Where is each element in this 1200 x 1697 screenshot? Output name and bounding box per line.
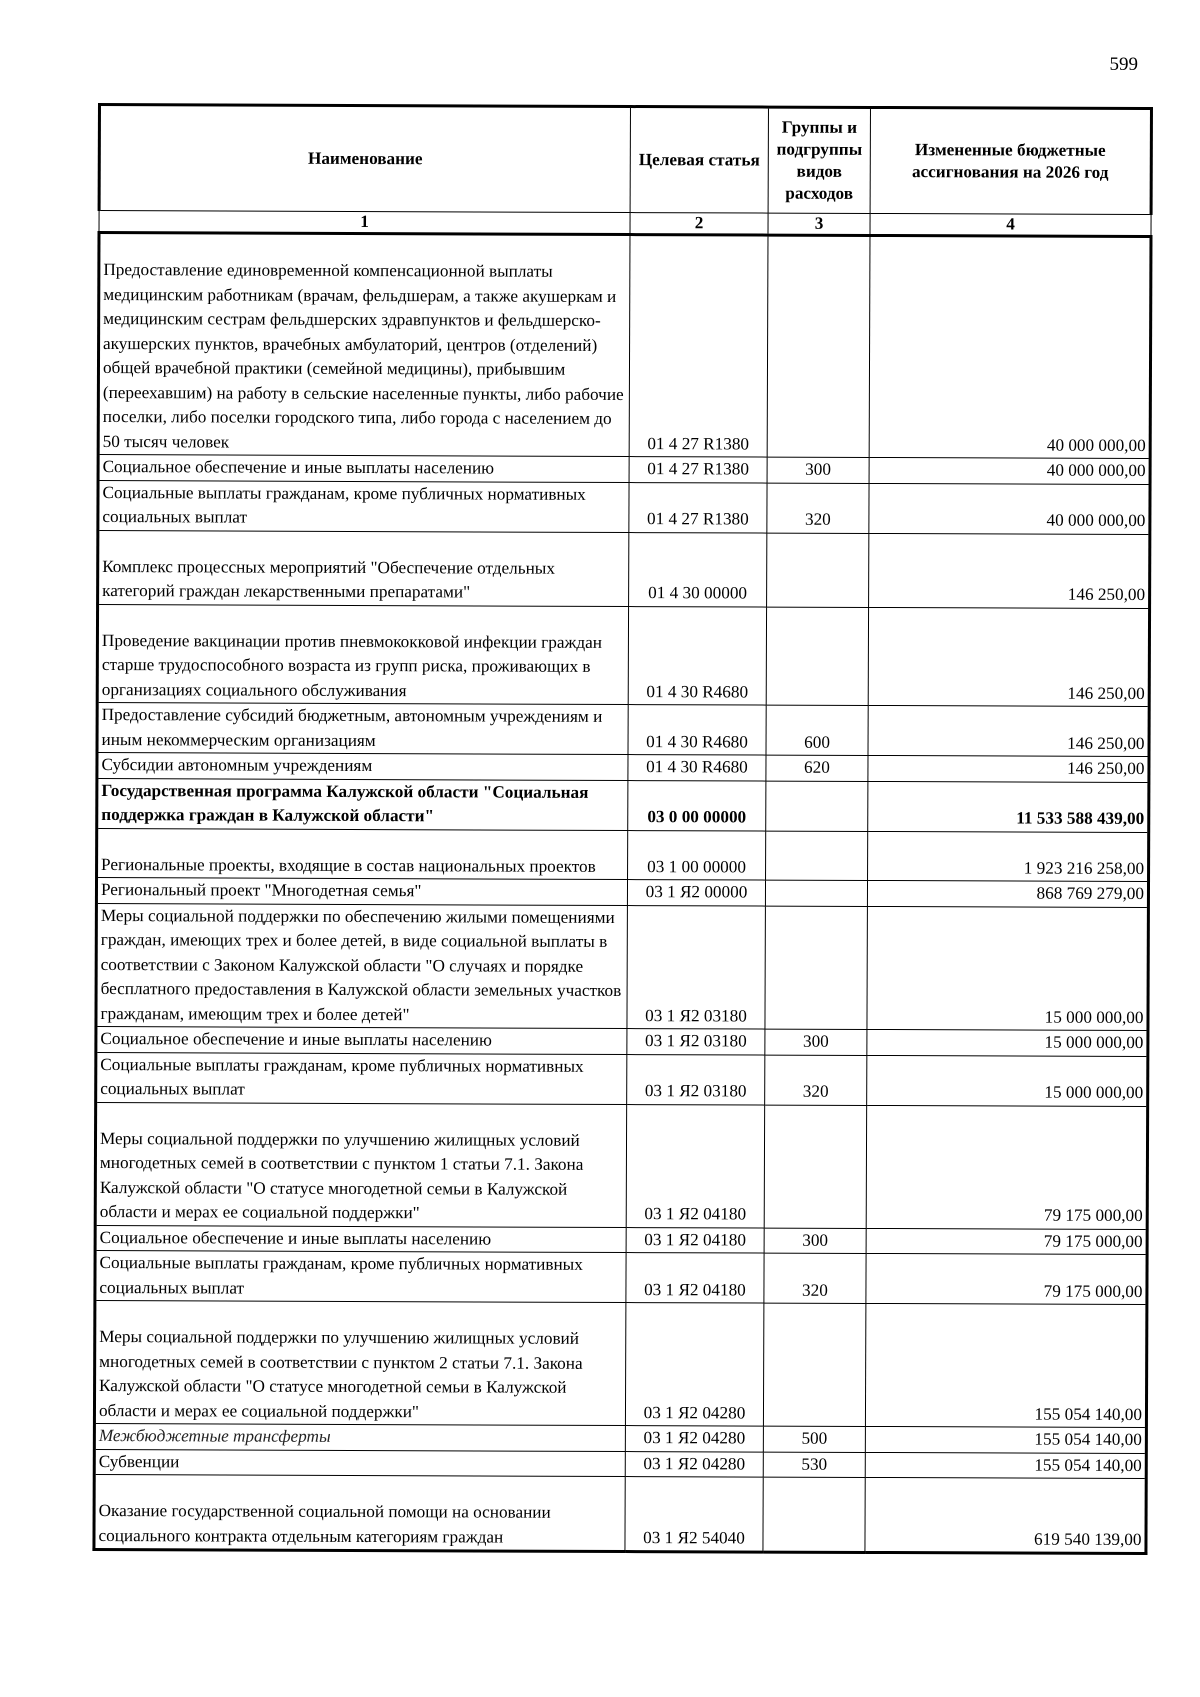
row-expense-group: 500 (763, 1426, 865, 1452)
row-expense-group: 320 (765, 1055, 867, 1105)
column-number: 2 (630, 213, 768, 236)
table-row (97, 828, 1149, 882)
row-target-code: 03 1 Я2 04280 (625, 1451, 763, 1477)
header-target: Целевая статья (630, 107, 768, 214)
row-amount: 15 000 000,00 (867, 1055, 1148, 1106)
row-target-code: 01 4 27 R1380 (629, 457, 767, 483)
table-header-row (99, 105, 1151, 215)
row-amount: 1 923 216 258,00 (868, 831, 1149, 882)
row-amount: 146 250,00 (868, 607, 1149, 707)
row-amount: 79 175 000,00 (866, 1253, 1147, 1304)
row-name: Предоставление субсидий бюджетным, автономным учреждениям и иным некоммерческим организациям (97, 703, 628, 755)
row-amount: 619 540 139,00 (865, 1477, 1146, 1553)
row-name: Меры социальной поддержки по улучшению жилищных условий многодетных семей в соответствии с пунктом 1 статьи 7.1. Закона Калужской области "О статусе многодетной семьи в Калужской области и мерах ее социальной поддержки" (95, 1102, 626, 1227)
row-amount: 79 175 000,00 (866, 1105, 1147, 1229)
row-amount: 155 054 140,00 (865, 1426, 1146, 1453)
row-expense-group: 320 (767, 483, 869, 533)
row-name: Проведение вакцинации против пневмококковой инфекции граждан старше трудоспособного возраста из групп риска, проживающих в организациях социального обслуживания (97, 604, 628, 705)
row-name: Социальные выплаты гражданам, кроме публичных нормативных социальных выплат (96, 1052, 627, 1104)
row-name: Оказание государственной социальной помощи на основании социального контракта отдельным категориям граждан (94, 1474, 625, 1551)
row-expense-group (765, 880, 867, 906)
row-expense-group: 320 (764, 1253, 866, 1303)
row-name: Комплекс процессных мероприятий "Обеспечение отдельных категорий граждан лекарственными препаратами" (98, 530, 629, 606)
row-name: Региональный проект "Многодетная семья" (96, 878, 627, 906)
table-row (98, 455, 1150, 485)
header-amount: Измененные бюджетные ассигнования на 2026 год (870, 107, 1151, 214)
table-row (97, 778, 1149, 832)
row-name: Социальные выплаты гражданам, кроме публичных нормативных социальных выплат (98, 480, 629, 532)
row-expense-group (767, 235, 870, 457)
row-name: Меры социальной поддержки по обеспечению жилыми помещениями граждан, имеющих трех и более детей, в виде социальной выплаты в соответствии с Законом Калужской области "О случаях и порядке бесплатного предоставления в Калужской области земельных участков гражданам, имеющим трех и более детей" (96, 903, 627, 1029)
budget-table (92, 103, 1153, 1555)
table-body (94, 233, 1151, 1554)
row-amount: 11 533 588 439,00 (868, 781, 1149, 832)
row-name: Межбюджетные трансферты (94, 1423, 625, 1451)
row-amount: 146 250,00 (868, 755, 1149, 782)
table-row (94, 1474, 1146, 1553)
table-row (94, 1423, 1146, 1453)
row-target-code: 01 4 27 R1380 (629, 235, 768, 458)
row-expense-group (765, 906, 867, 1030)
row-expense-group: 530 (763, 1452, 865, 1478)
row-name: Региональные проекты, входящие в состав национальных проектов (97, 828, 628, 880)
page-number: 599 (1109, 54, 1138, 75)
row-target-code: 03 1 Я2 04180 (626, 1104, 764, 1228)
row-name: Субсидии автономным учреждениям (97, 753, 628, 781)
row-target-code: 01 4 30 R4680 (628, 606, 766, 705)
row-target-code: 03 1 Я2 03180 (627, 1054, 765, 1105)
header-group: Группы и подгруппы видов расходов (768, 107, 870, 213)
row-target-code: 01 4 30 00000 (629, 532, 767, 607)
row-amount: 155 054 140,00 (865, 1303, 1146, 1427)
row-expense-group (767, 533, 869, 607)
row-name: Субвенции (94, 1449, 625, 1477)
row-target-code: 03 1 00 00000 (628, 830, 766, 880)
column-number: 4 (870, 213, 1151, 236)
row-expense-group (764, 1105, 866, 1228)
row-name: Предоставление единовременной компенсационной выплаты медицинским работникам (врачам, фельдшерам, а также акушеркам и медицинским сестрам фельдшерских здравпунктов и фельдшерско-акушерских пунктов, врачебных амбулаторий, центров (отделений) общей врачебной практики (семейной медицины), прибывшим (переехавшим) на работу в сельские населенные пункты, либо рабочие поселки, либо поселки городского типа, либо города с населением до 50 тысяч человек (98, 233, 630, 457)
table-row (96, 878, 1148, 908)
row-amount: 40 000 000,00 (869, 483, 1150, 534)
row-expense-group (766, 781, 868, 831)
row-amount: 868 769 279,00 (867, 880, 1148, 907)
table-row (97, 604, 1149, 707)
row-target-code: 03 1 Я2 04280 (625, 1426, 763, 1452)
row-expense-group: 600 (766, 705, 868, 755)
table-row (97, 703, 1149, 757)
table-row (95, 1250, 1147, 1304)
row-name: Социальное обеспечение и иные выплаты населению (96, 1026, 627, 1054)
table-row (98, 233, 1151, 459)
table-row (97, 753, 1149, 783)
column-number: 1 (99, 211, 630, 235)
table-row (98, 530, 1150, 608)
row-target-code: 03 1 Я2 54040 (625, 1477, 763, 1553)
table-row (96, 1052, 1148, 1106)
row-target-code: 01 4 30 R4680 (628, 755, 766, 781)
table-row (94, 1300, 1146, 1427)
row-name: Государственная программа Калужской области "Социальная поддержка граждан в Калужской области" (97, 778, 628, 830)
row-amount: 40 000 000,00 (869, 457, 1150, 484)
table-row (96, 903, 1148, 1031)
row-expense-group (766, 607, 868, 706)
column-number: 3 (768, 213, 870, 235)
row-expense-group: 300 (767, 457, 869, 483)
table-row (95, 1102, 1147, 1229)
row-expense-group (763, 1477, 865, 1552)
row-expense-group (766, 831, 868, 881)
row-target-code: 01 4 27 R1380 (629, 482, 767, 533)
row-target-code: 03 1 Я2 04180 (626, 1227, 764, 1253)
row-target-code: 03 1 Я2 00000 (627, 880, 765, 906)
row-amount: 15 000 000,00 (867, 906, 1148, 1031)
table-row (98, 480, 1150, 534)
row-amount: 79 175 000,00 (866, 1228, 1147, 1255)
row-amount: 146 250,00 (868, 705, 1149, 756)
row-target-code: 03 1 Я2 03180 (627, 1029, 765, 1055)
row-amount: 155 054 140,00 (865, 1452, 1146, 1479)
row-target-code: 03 1 Я2 04280 (625, 1303, 763, 1427)
row-target-code: 03 0 00 00000 (628, 780, 766, 831)
row-amount: 15 000 000,00 (867, 1029, 1148, 1056)
row-expense-group: 300 (764, 1228, 866, 1254)
table-row (94, 1449, 1146, 1479)
row-name: Социальные выплаты гражданам, кроме публичных нормативных социальных выплат (95, 1250, 626, 1302)
row-expense-group: 300 (765, 1029, 867, 1055)
table-row (95, 1225, 1147, 1255)
row-name: Социальное обеспечение и иные выплаты населению (95, 1225, 626, 1253)
row-amount: 146 250,00 (869, 533, 1150, 608)
row-expense-group: 620 (766, 755, 868, 781)
table-row (96, 1026, 1148, 1056)
row-expense-group (763, 1303, 865, 1426)
row-target-code: 03 1 Я2 04180 (626, 1253, 764, 1304)
header-name: Наименование (99, 105, 630, 213)
row-target-code: 03 1 Я2 03180 (627, 905, 765, 1029)
row-amount: 40 000 000,00 (869, 235, 1151, 458)
row-name: Социальное обеспечение и иные выплаты населению (98, 455, 629, 483)
row-target-code: 01 4 30 R4680 (628, 705, 766, 756)
row-name: Меры социальной поддержки по улучшению жилищных условий многодетных семей в соответствии с пунктом 2 статьи 7.1. Закона Калужской области "О статусе многодетной семьи в Калужской области и мерах ее социальной поддержки" (94, 1300, 625, 1425)
